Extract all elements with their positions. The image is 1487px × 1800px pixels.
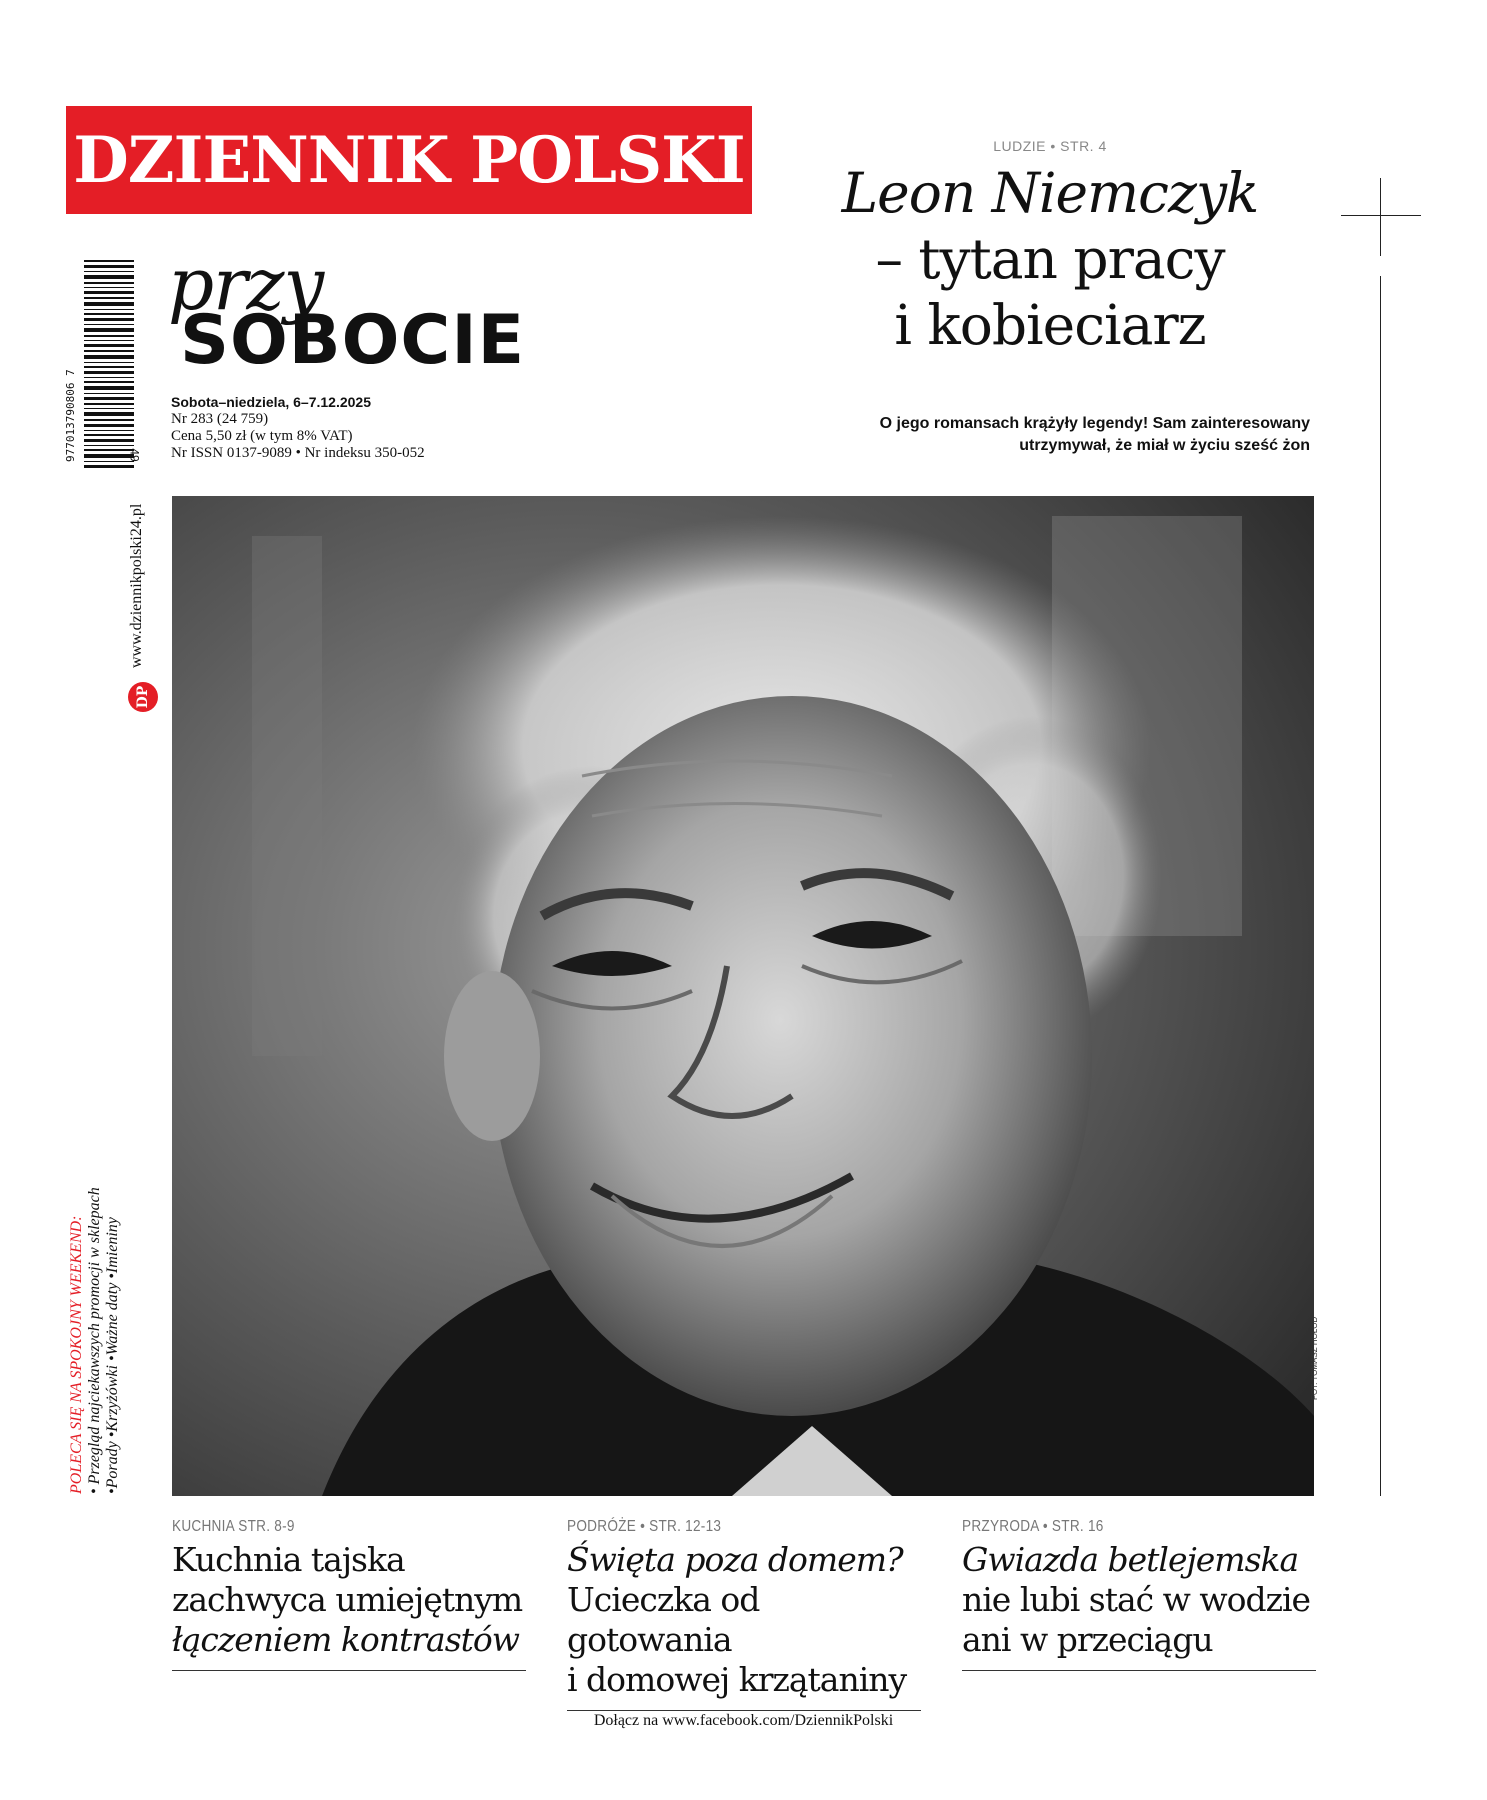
issue-issn: Nr ISSN 0137-9089 • Nr indeksu 350-052 bbox=[171, 445, 425, 461]
teaser-headline bbox=[567, 1540, 921, 1700]
masthead bbox=[66, 106, 752, 214]
crop-mark-horizontal bbox=[1341, 215, 1421, 216]
portrait-photo-icon bbox=[172, 496, 1314, 1496]
teaser-przyroda[interactable] bbox=[962, 1518, 1316, 1671]
lead-section-label: LUDZIE • STR. 4 bbox=[993, 138, 1107, 154]
teaser-line: nie lubi stać w wodzie bbox=[962, 1580, 1311, 1619]
issue-info bbox=[171, 394, 425, 462]
teaser-divider bbox=[172, 1670, 526, 1671]
teaser-line: Święta poza domem? bbox=[567, 1540, 903, 1579]
teaser-section: PODRÓŻE • STR. 12-13 bbox=[567, 1518, 722, 1535]
cover-photo[interactable] bbox=[172, 496, 1314, 1496]
barcode-digits: 977013790806 7 bbox=[64, 369, 77, 462]
teaser-headline bbox=[962, 1540, 1316, 1660]
teaser-line: ani w przeciągu bbox=[962, 1620, 1213, 1659]
photo-credit: FOT. TOMASZ HOŁOD bbox=[1310, 1316, 1319, 1400]
teaser-divider bbox=[962, 1670, 1316, 1671]
masthead-title: DZIENNIK POLSKI bbox=[73, 122, 745, 198]
lead-headline-line3: i kobieciarz bbox=[894, 293, 1206, 357]
issue-number: Nr 283 (24 759) bbox=[171, 411, 269, 427]
teaser-podroze[interactable] bbox=[567, 1518, 921, 1711]
footer-facebook[interactable]: Dołącz na www.facebook.com/DziennikPolski bbox=[593, 1712, 894, 1729]
teaser-line: Gwiazda betlejemska bbox=[962, 1540, 1299, 1579]
teaser-line: i domowej krzątaniny bbox=[567, 1660, 907, 1699]
lead-subtitle bbox=[780, 413, 1310, 457]
barcode-addon: 49 bbox=[127, 448, 142, 462]
lead-subtitle-line1: O jego romansach krążyły legendy! Sam zainteresowany bbox=[879, 415, 1310, 432]
lead-headline[interactable] bbox=[820, 160, 1280, 358]
crop-mark-vertical bbox=[1380, 178, 1381, 256]
teaser-line: Kuchnia tajska bbox=[172, 1540, 405, 1579]
teaser-line: Ucieczka od gotowania bbox=[567, 1580, 760, 1659]
teaser-headline bbox=[172, 1540, 526, 1660]
teaser-kuchnia[interactable] bbox=[172, 1518, 526, 1671]
issue-date: Sobota–niedziela, 6–7.12.2025 bbox=[171, 394, 371, 410]
promo-title: POLECA SIĘ NA SPOKOJNY WEEKEND: bbox=[68, 1215, 85, 1494]
teaser-divider bbox=[567, 1710, 921, 1711]
teaser-line: zachwyca umiejętnym bbox=[172, 1580, 523, 1619]
dp-logo-icon: DP bbox=[128, 682, 158, 712]
lead-subtitle-line2: utrzymywał, że miał w życiu sześć żon bbox=[1019, 437, 1310, 454]
promo-line2: •Porady •Krzyżówki •Ważne daty •Imieniny bbox=[104, 1217, 121, 1494]
supplement-przy: przy bbox=[168, 242, 324, 326]
weekend-promo bbox=[68, 1187, 122, 1494]
website-link[interactable]: www.dziennikpolski24.pl bbox=[128, 503, 145, 668]
teaser-line: łączeniem kontrastów bbox=[172, 1620, 520, 1659]
teaser-section: PRZYRODA • STR. 16 bbox=[962, 1518, 1104, 1535]
lead-headline-line2: – tytan pracy bbox=[875, 227, 1225, 291]
supplement-sobocie: SOBOCIE bbox=[180, 301, 526, 380]
issue-price: Cena 5,50 zł (w tym 8% VAT) bbox=[171, 428, 353, 444]
teaser-section: KUCHNIA STR. 8-9 bbox=[172, 1518, 295, 1535]
right-vertical-rule bbox=[1380, 276, 1381, 1496]
lead-headline-line1: Leon Niemczyk bbox=[841, 161, 1259, 225]
promo-line1: • Przegląd najciekawszych promocji w sklepach bbox=[86, 1187, 103, 1494]
